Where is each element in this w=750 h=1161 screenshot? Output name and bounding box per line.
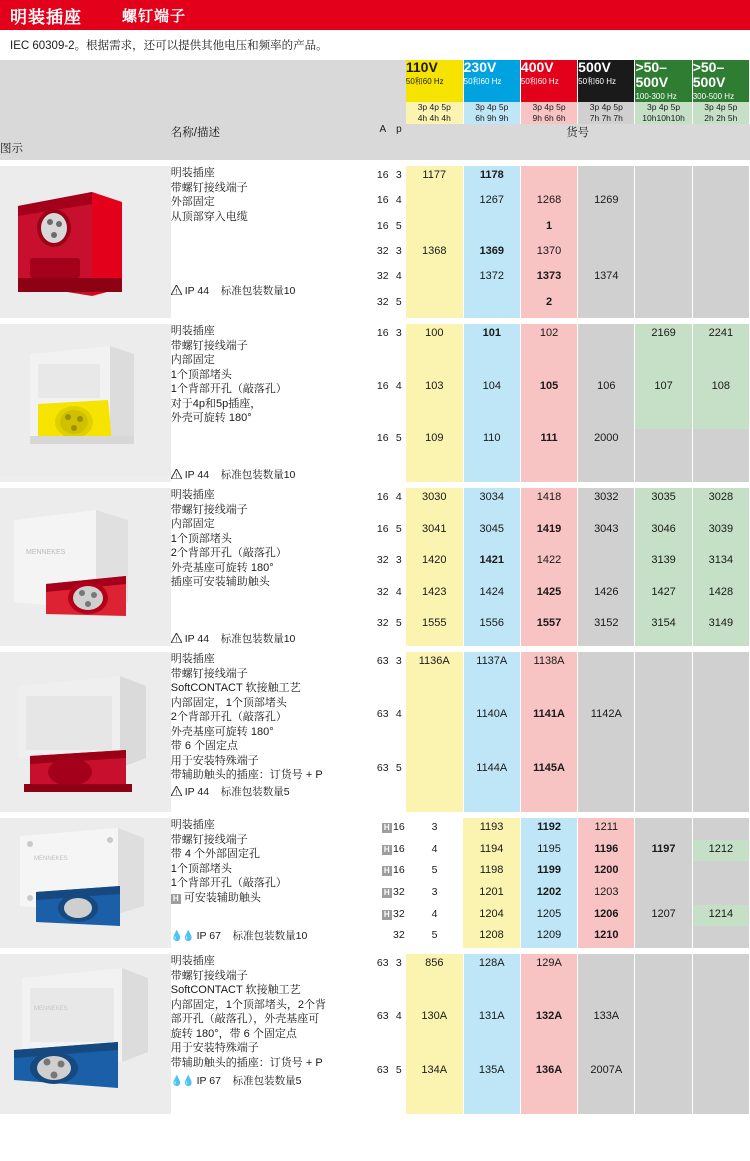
article-cell[interactable]: 1137A (463, 652, 520, 705)
amp-value: 32 (376, 295, 389, 308)
amp-value: 63 (376, 655, 389, 667)
article-cell (578, 293, 635, 318)
article-cell (635, 242, 692, 267)
article-cell[interactable]: 2 (520, 293, 577, 318)
product-description-6: 明装插座 带螺钉接线端子 SoftCONTACT 软接触工艺 内部固定，1个顶部堵头，2个背 部开孔（敲落孔），外壳基座可 旋转 180°，带 6 个固定点 用于安装特殊端子 带辅助触头的插座：订货号 + P 💧💧 IP 67 标准包装数量5 (171, 954, 374, 1114)
h-badge-col (374, 818, 392, 840)
svg-text:MENNEKES: MENNEKES (34, 856, 68, 862)
article-cell[interactable]: 1177 (406, 166, 463, 191)
pole-value: 5 (395, 761, 402, 774)
auxiliary-contact-badge-icon: H (382, 823, 392, 833)
article-cell[interactable]: 133A (578, 1007, 635, 1060)
article-cell (578, 166, 635, 191)
svg-text:!: ! (175, 789, 178, 796)
pole-value: 4 (395, 379, 402, 392)
product-image-cell-1 (0, 166, 171, 318)
article-cell[interactable]: 104 (463, 377, 520, 430)
article-cell[interactable]: 1557 (520, 614, 577, 646)
article-cell[interactable]: 1193 (463, 818, 520, 840)
article-cell[interactable]: 135A (463, 1061, 520, 1114)
article-cell[interactable]: 1203 (578, 883, 635, 905)
pole-value: 4 (431, 907, 438, 920)
pole-value: 5 (431, 864, 438, 877)
article-cell[interactable]: 106 (578, 377, 635, 430)
article-cell (692, 217, 749, 242)
article-cell[interactable]: 1420 (406, 551, 463, 583)
voltage-col-230v: 230V 50和60 Hz (463, 60, 520, 102)
article-cell[interactable]: 3039 (692, 520, 749, 552)
article-cell (692, 1007, 749, 1060)
article-cell[interactable]: 1269 (578, 191, 635, 216)
pole-value: 4 (395, 194, 402, 207)
product-description-2: 明装插座 带螺钉接线端子 内部固定 1个顶部堵头 1个背部开孔（敲落孔） 对于4p和5p插座， 外壳可旋转 180° ! IP 44 标准包装数量10 (171, 324, 374, 482)
article-cell[interactable]: 3154 (635, 614, 692, 646)
article-cell (692, 954, 749, 1007)
label-image: 图示 (0, 140, 171, 160)
article-cell[interactable]: 1268 (520, 191, 577, 216)
article-cell[interactable]: 1372 (463, 267, 520, 292)
auxiliary-contact-badge-icon: H (382, 888, 392, 898)
article-cell[interactable]: 3046 (635, 520, 692, 552)
article-cell (692, 926, 749, 948)
article-cell[interactable]: 100 (406, 324, 463, 377)
product-group-4 (0, 652, 750, 705)
product-footer-1 (171, 284, 374, 299)
article-cell[interactable]: 110 (463, 429, 520, 482)
article-cell[interactable]: 3032 (578, 488, 635, 520)
pole-value: 5 (395, 219, 402, 232)
label-spacer (171, 140, 750, 160)
h-badge-col (374, 905, 392, 927)
amp-value: 16 (393, 842, 405, 855)
poles-500v: 3p 4p 5p 7h 7h 7h (578, 102, 635, 124)
product-photo-red-angled-socket (0, 166, 171, 318)
article-cell[interactable]: 111 (520, 429, 577, 482)
pole-value: 3 (395, 655, 402, 667)
warning-triangle-icon (171, 469, 182, 479)
amp-value: 16 (376, 169, 389, 181)
article-cell[interactable]: 1370 (520, 242, 577, 267)
article-cell[interactable]: 1141A (520, 705, 577, 758)
article-cell[interactable]: 1144A (463, 759, 520, 812)
pole-value: 3 (395, 957, 402, 969)
article-cell[interactable]: 3035 (635, 488, 692, 520)
article-cell[interactable]: 1556 (463, 614, 520, 646)
product-group-2 (0, 324, 750, 377)
article-cell (635, 861, 692, 883)
voltage-col-400v: 400V 50和60 Hz (520, 60, 577, 102)
article-cell[interactable]: 1425 (520, 583, 577, 615)
water-drops-icon: 💧💧 (170, 931, 194, 942)
product-description-1: 明装插座 带螺钉接线端子 外部固定 从顶部穿入电缆 ! IP 44 标准包装数量10 (171, 166, 374, 318)
article-cell (692, 267, 749, 292)
article-cell[interactable]: 3152 (578, 614, 635, 646)
article-cell[interactable]: 1206 (578, 905, 635, 927)
image-label-row (0, 140, 750, 160)
article-cell (692, 191, 749, 216)
auxiliary-contact-badge-icon: H (171, 894, 181, 904)
pole-value: 5 (395, 432, 402, 445)
article-cell (635, 429, 692, 482)
poles-50-500v-b: 3p 4p 5p 2h 2h 5h (692, 102, 749, 124)
article-cell[interactable]: 128A (463, 954, 520, 1007)
svg-text:!: ! (175, 636, 178, 643)
article-cell[interactable]: 1212 (692, 840, 749, 862)
svg-text:MENNEKES: MENNEKES (34, 1006, 68, 1012)
article-cell[interactable]: 1373 (520, 267, 577, 292)
article-cell[interactable]: 1422 (520, 551, 577, 583)
article-cell[interactable]: 1178 (463, 166, 520, 191)
article-cell[interactable]: 1200 (578, 861, 635, 883)
product-description-5: 明装插座 带螺钉接线端子 带 4 个外部固定孔 1个顶部堵头 1个背部开孔（敲落孔） H 可安装辅助触头 💧💧 IP 67 标准包装数量10 (171, 818, 374, 948)
pole-value: 4 (431, 842, 438, 855)
article-cell[interactable]: 1201 (463, 883, 520, 905)
pack-quantity-6: 标准包装数量5 (232, 1075, 302, 1087)
voltage-col-500v: 500V 50和60 Hz (578, 60, 635, 102)
article-cell (635, 166, 692, 191)
article-cell[interactable]: 1196 (578, 840, 635, 862)
article-cell[interactable]: 105 (520, 377, 577, 430)
poles-230v: 3p 4p 5p 6h 9h 9h (463, 102, 520, 124)
article-cell[interactable]: 1555 (406, 614, 463, 646)
pole-value: 3 (395, 244, 402, 257)
article-cell[interactable]: 129A (520, 954, 577, 1007)
header-a-col (374, 60, 392, 124)
label-desc: 名称/描述 (171, 124, 374, 140)
product-photo-grey-red-large-socket (0, 652, 171, 812)
product-photo-white-red-socket (0, 488, 171, 640)
article-cell (692, 242, 749, 267)
warning-triangle-icon (171, 633, 182, 643)
product-footer-4 (171, 785, 374, 800)
warning-triangle-icon (171, 285, 182, 295)
poles-400v: 3p 4p 5p 9h 6h 6h (520, 102, 577, 124)
pole-value: 5 (395, 617, 402, 630)
product-photo-white-blue-socket (0, 818, 171, 948)
article-cell[interactable]: 2000 (578, 429, 635, 482)
article-cell (692, 705, 749, 758)
pack-quantity-2: 标准包装数量10 (220, 468, 296, 481)
article-cell[interactable]: 1427 (635, 583, 692, 615)
pole-value: 3 (395, 327, 402, 339)
article-cell[interactable]: 2241 (692, 324, 749, 377)
article-cell[interactable]: 1199 (520, 861, 577, 883)
amp-value: 63 (376, 1063, 389, 1076)
article-cell[interactable]: 3028 (692, 488, 749, 520)
article-cell[interactable]: 1192 (520, 818, 577, 840)
article-cell[interactable] (463, 217, 520, 242)
article-cell[interactable]: 3034 (463, 488, 520, 520)
article-cell[interactable]: 1208 (463, 926, 520, 948)
article-cell[interactable]: 108 (692, 377, 749, 430)
label-p: p (392, 124, 406, 140)
article-cell (692, 166, 749, 191)
pole-value: 3 (395, 554, 402, 567)
article-cell[interactable]: 1369 (463, 242, 520, 267)
article-cell (578, 324, 635, 377)
warning-triangle-icon (171, 786, 182, 796)
article-cell[interactable] (406, 191, 463, 216)
product-footer-5 (171, 929, 374, 945)
article-cell (635, 759, 692, 812)
header-desc-col (171, 60, 374, 124)
ip-rating-6: IP 67 (196, 1075, 221, 1087)
product-group-6 (0, 954, 750, 1007)
ip-rating-4: IP 44 (184, 785, 210, 798)
amp-value: 63 (376, 708, 389, 721)
article-cell (692, 759, 749, 812)
h-badge-col (374, 861, 392, 883)
amp-value: 32 (376, 270, 389, 283)
page-title: 明装插座 (10, 7, 82, 27)
pole-value: 3 (431, 821, 438, 833)
article-cell[interactable]: 2007A (578, 1061, 635, 1114)
article-cell[interactable]: 1214 (692, 905, 749, 927)
amp-value: 16 (393, 864, 405, 877)
pole-value: 5 (395, 1063, 402, 1076)
article-cell[interactable]: 1197 (635, 840, 692, 862)
amp-value: 32 (376, 585, 389, 598)
product-group-1 (0, 166, 750, 191)
article-cell (578, 217, 635, 242)
article-cell[interactable]: 1374 (578, 267, 635, 292)
article-cell[interactable]: 2169 (635, 324, 692, 377)
pack-quantity-5: 标准包装数量10 (232, 930, 308, 942)
ip-rating-5: IP 67 (196, 930, 221, 942)
article-cell[interactable] (406, 293, 463, 318)
article-cell[interactable]: 3139 (635, 551, 692, 583)
amp-value: 16 (376, 522, 389, 535)
h-badge-col (374, 883, 392, 905)
pole-value: 4 (395, 491, 402, 503)
article-cell (635, 954, 692, 1007)
ip-rating-2: IP 44 (184, 468, 210, 481)
amp-value: 32 (376, 554, 389, 567)
amp-value: 16 (376, 327, 389, 339)
article-cell (635, 1061, 692, 1114)
article-cell[interactable] (406, 705, 463, 758)
article-cell[interactable]: 1 (520, 217, 577, 242)
header-image-col (0, 60, 171, 140)
article-cell (692, 1061, 749, 1114)
article-cell[interactable]: 3043 (578, 520, 635, 552)
pack-quantity-1: 标准包装数量10 (220, 285, 296, 297)
article-cell (635, 217, 692, 242)
pole-value: 4 (395, 585, 402, 598)
article-cell (692, 861, 749, 883)
article-cell (692, 652, 749, 705)
article-cell[interactable]: 1136A (406, 652, 463, 705)
standard-note: IEC 60309-2。根据需求，还可以提供其他电压和频率的产品。 (10, 40, 328, 52)
voltage-col-110v: 110V 50和60 Hz (406, 60, 463, 102)
auxiliary-contact-badge-icon: H (382, 866, 392, 876)
pole-value: 4 (395, 1010, 402, 1023)
article-cell[interactable]: 3045 (463, 520, 520, 552)
product-image-cell-4 (0, 652, 171, 812)
article-cell[interactable]: 130A (406, 1007, 463, 1060)
amp-value: 63 (376, 761, 389, 774)
product-footer-6 (171, 1074, 374, 1090)
amp-value: 32 (376, 617, 389, 630)
poles-50-500v-a: 3p 4p 5p 10h10h10h (635, 102, 692, 124)
article-cell[interactable]: 1418 (520, 488, 577, 520)
water-drops-icon: 💧💧 (170, 1076, 194, 1087)
amp-value: 16 (393, 821, 405, 833)
amp-value: 63 (376, 957, 389, 969)
h-badge-col (374, 840, 392, 862)
article-cell (635, 267, 692, 292)
article-cell[interactable]: 132A (520, 1007, 577, 1060)
article-cell[interactable]: 109 (406, 429, 463, 482)
article-cell (635, 926, 692, 948)
voltage-col-50-500v-300-500hz: >50–500V 300-500 Hz (692, 60, 749, 102)
article-cell[interactable] (463, 293, 520, 318)
amp-value: 16 (376, 379, 389, 392)
voltage-col-50-500v-100-300hz: >50–500V 100-300 Hz (635, 60, 692, 102)
article-cell (635, 191, 692, 216)
article-cell[interactable]: 1211 (578, 818, 635, 840)
article-cell[interactable]: 3134 (692, 551, 749, 583)
label-article-number: 货号 (406, 124, 750, 140)
article-cell[interactable]: 1419 (520, 520, 577, 552)
article-cell[interactable]: 856 (406, 954, 463, 1007)
article-cell[interactable]: 1423 (406, 583, 463, 615)
article-cell[interactable]: 1424 (463, 583, 520, 615)
product-description-3: 明装插座 带螺钉接线端子 内部固定 1个顶部堵头 2个背部开孔（敲落孔） 外壳基座可旋转 180° 插座可安装辅助触头 ! IP 44 标准包装数量10 (171, 488, 374, 646)
article-cell[interactable]: 1267 (463, 191, 520, 216)
article-cell[interactable] (406, 267, 463, 292)
pole-value: 5 (395, 295, 402, 308)
article-cell[interactable]: 1204 (463, 905, 520, 927)
article-cell (692, 293, 749, 318)
article-cell[interactable]: 103 (406, 377, 463, 430)
amp-value: 16 (376, 194, 389, 207)
article-cell[interactable]: 134A (406, 1061, 463, 1114)
article-cell[interactable]: 1205 (520, 905, 577, 927)
product-footer-2 (171, 468, 374, 483)
voltage-header-row (0, 60, 750, 102)
pack-quantity-3: 标准包装数量10 (220, 632, 296, 645)
article-cell[interactable]: 136A (520, 1061, 577, 1114)
article-cell[interactable]: 1142A (578, 705, 635, 758)
pole-value: 3 (395, 169, 402, 181)
amp-value: 16 (376, 491, 389, 503)
article-cell[interactable]: 1428 (692, 583, 749, 615)
amp-value: 32 (376, 244, 389, 257)
product-group-3 (0, 488, 750, 520)
article-cell[interactable]: 101 (463, 324, 520, 377)
article-cell (692, 429, 749, 482)
product-group-5 (0, 818, 750, 840)
pole-value: 5 (431, 929, 438, 942)
article-cell (635, 818, 692, 840)
article-cell[interactable]: 1368 (406, 242, 463, 267)
article-cell (692, 818, 749, 840)
article-cell (635, 652, 692, 705)
product-description-4: 明装插座 带螺钉接线端子 SoftCONTACT 软接触工艺 内部固定，1个顶部堵头 2个背部开孔（敲落孔） 外壳基座可旋转 180° 带 6 个固定点 用于安装特殊端子 带辅助触头的插座：订货号 + P ! IP 44 标准包装数量5 (171, 652, 374, 812)
ip-rating-1: IP 44 (184, 285, 210, 297)
article-cell (578, 954, 635, 1007)
article-cell[interactable]: 1198 (463, 861, 520, 883)
article-cell (635, 705, 692, 758)
article-cell[interactable]: 107 (635, 377, 692, 430)
article-cell[interactable] (520, 166, 577, 191)
article-cell[interactable] (406, 759, 463, 812)
product-image-cell-3 (0, 488, 171, 646)
product-table (0, 60, 750, 1114)
pole-value: 4 (395, 708, 402, 721)
product-image-cell-5 (0, 818, 171, 948)
h-badge-col (374, 926, 392, 948)
article-cell[interactable]: 1138A (520, 652, 577, 705)
article-cell (692, 883, 749, 905)
article-cell[interactable]: 131A (463, 1007, 520, 1060)
product-footer-3 (171, 632, 374, 647)
poles-110v: 3p 4p 5p 4h 4h 4h (406, 102, 463, 124)
product-image-cell-2 (0, 324, 171, 482)
amp-value: 16 (376, 432, 389, 445)
article-cell (578, 242, 635, 267)
article-cell[interactable]: 1195 (520, 840, 577, 862)
article-cell[interactable]: 3030 (406, 488, 463, 520)
auxiliary-contact-badge-icon: H (382, 845, 392, 855)
product-image-cell-6 (0, 954, 171, 1114)
amp-value: 63 (376, 1010, 389, 1023)
article-cell[interactable]: 1426 (578, 583, 635, 615)
svg-text:!: ! (175, 472, 178, 479)
svg-text:!: ! (175, 289, 178, 295)
amp-value: 32 (393, 929, 405, 942)
article-cell[interactable]: 3041 (406, 520, 463, 552)
article-cell (578, 652, 635, 705)
article-cell (578, 551, 635, 583)
article-cell[interactable]: 1210 (578, 926, 635, 948)
product-photo-yellow-white-socket (0, 324, 171, 476)
pole-value: 5 (395, 522, 402, 535)
page-title-bar (0, 0, 750, 30)
amp-value: 32 (393, 885, 405, 898)
amp-value: 16 (376, 219, 389, 232)
article-cell[interactable]: 1194 (463, 840, 520, 862)
article-cell[interactable]: 1207 (635, 905, 692, 927)
svg-text:MENNEKES: MENNEKES (26, 549, 66, 556)
article-cell (635, 1007, 692, 1060)
auxiliary-contact-badge-icon: H (382, 910, 392, 920)
ip-rating-3: IP 44 (184, 632, 210, 645)
article-cell[interactable]: 3149 (692, 614, 749, 646)
pole-value: 4 (395, 270, 402, 283)
article-cell[interactable]: 1421 (463, 551, 520, 583)
article-cell[interactable] (406, 217, 463, 242)
article-cell (635, 293, 692, 318)
article-cell[interactable]: 1202 (520, 883, 577, 905)
article-cell (635, 883, 692, 905)
article-cell[interactable]: 1145A (520, 759, 577, 812)
pole-value: 3 (431, 885, 438, 898)
amp-value: 32 (393, 907, 405, 920)
product-photo-grey-blue-large-socket (0, 954, 171, 1114)
header-p-col (392, 60, 406, 124)
article-cell[interactable]: 1209 (520, 926, 577, 948)
label-a: A (374, 124, 392, 140)
article-cell[interactable]: 102 (520, 324, 577, 377)
page-subtitle-heading: 螺钉端子 (122, 7, 187, 25)
article-cell (578, 759, 635, 812)
article-cell[interactable]: 1140A (463, 705, 520, 758)
pack-quantity-4: 标准包装数量5 (220, 785, 290, 798)
